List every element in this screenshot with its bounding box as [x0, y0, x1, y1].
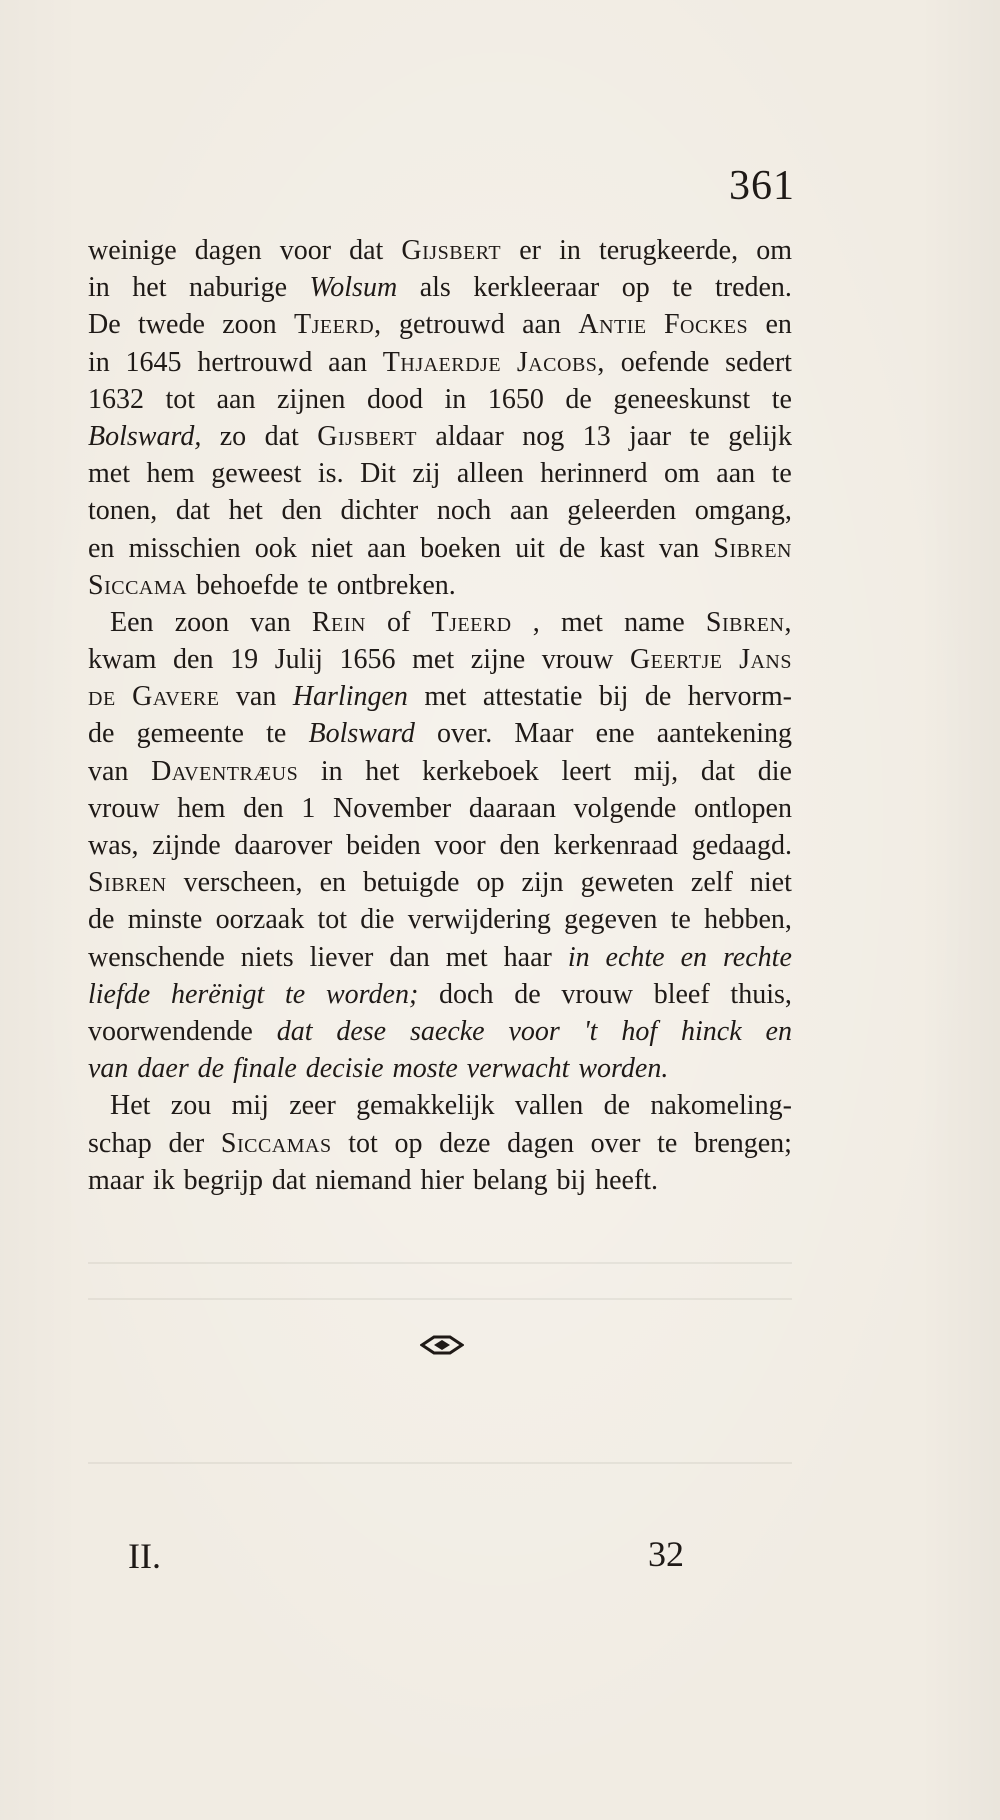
word: Siccamas	[220, 1127, 332, 1159]
word: er	[519, 235, 541, 266]
word: daarover	[234, 830, 333, 861]
word: Maar	[514, 718, 574, 750]
text-line	[88, 1050, 792, 1087]
word: 't	[583, 1015, 598, 1047]
word: te	[771, 383, 792, 415]
text-line	[88, 827, 792, 864]
word: en	[88, 532, 115, 564]
word: kerkleeraar	[473, 272, 600, 304]
word: Bolsward	[308, 718, 415, 750]
text-line	[88, 678, 792, 715]
text-line	[88, 567, 792, 604]
word: 19	[230, 644, 259, 676]
word: terugkeerde,	[598, 235, 739, 266]
word: dese	[336, 1015, 387, 1047]
word: kwam	[88, 644, 157, 676]
word: Bolsward,	[88, 420, 202, 452]
word: dagen	[507, 1127, 574, 1159]
word: om	[664, 458, 700, 490]
word: nog	[522, 420, 565, 452]
word: de	[88, 681, 116, 713]
word: vrouw	[88, 792, 160, 824]
word: kerkeboek	[422, 755, 539, 787]
word: attestatie	[482, 681, 583, 713]
word: te	[266, 718, 287, 750]
word: ene	[595, 718, 635, 750]
word: van	[250, 606, 291, 638]
word: finale	[233, 1053, 297, 1085]
word: zo	[219, 420, 247, 452]
text-line	[88, 306, 792, 343]
word: aan	[328, 346, 368, 378]
word: zijnen	[277, 383, 346, 415]
word: Thjaerdje	[382, 346, 502, 378]
word: uit	[515, 532, 545, 564]
word: Siccama	[88, 569, 188, 601]
body-text	[88, 232, 792, 1199]
text-line	[88, 604, 792, 641]
text-line	[88, 641, 792, 678]
word: Sibren	[88, 867, 167, 899]
word: kerkenraad	[553, 830, 678, 861]
word: dan	[389, 941, 430, 973]
word: te	[771, 458, 792, 490]
word: op	[621, 272, 650, 304]
text-line	[88, 269, 792, 306]
word: te	[307, 569, 328, 601]
word: te	[657, 1127, 678, 1159]
word: voor	[434, 830, 486, 861]
text-line	[88, 530, 792, 567]
word: zoon	[174, 606, 230, 638]
word: het	[365, 755, 400, 787]
word: minste	[127, 904, 203, 936]
text-line	[88, 753, 792, 790]
word: voor	[508, 1015, 560, 1047]
word: dat	[276, 1015, 313, 1047]
text-line	[88, 939, 792, 976]
word: leert	[561, 755, 612, 787]
word: de	[644, 681, 672, 713]
word: te	[285, 978, 306, 1010]
word: weinige	[88, 235, 177, 266]
page-number: 361	[729, 163, 795, 209]
word: ,	[532, 606, 540, 638]
word: worden.	[578, 1053, 669, 1085]
word: Tjeerd,	[294, 309, 382, 341]
word: en	[680, 941, 707, 973]
text-line	[88, 715, 792, 752]
word: over	[590, 1127, 641, 1159]
word: niets	[240, 941, 294, 973]
word: in	[88, 272, 110, 304]
text-line	[88, 418, 792, 455]
word: misschien	[128, 532, 241, 564]
word: schap	[88, 1127, 152, 1159]
word: van	[658, 532, 700, 564]
word: de	[565, 383, 592, 415]
word: zeer	[289, 1090, 336, 1122]
word: bleef	[653, 978, 710, 1010]
word: verwacht	[466, 1053, 570, 1085]
word: met	[424, 681, 467, 713]
word: aan	[522, 309, 561, 341]
word: Julij	[274, 644, 323, 676]
word: in	[559, 235, 581, 266]
word: Harlingen	[292, 681, 408, 713]
word: sedert	[725, 346, 792, 378]
word: liever	[309, 941, 374, 973]
word: Gijsbert	[317, 420, 417, 452]
word: Daventræus	[151, 755, 299, 787]
word: Dit	[360, 458, 396, 490]
word: 1645	[125, 346, 182, 378]
word: bij	[598, 681, 629, 713]
word: hebben,	[704, 904, 792, 936]
word: noch	[436, 495, 492, 527]
word: bij	[556, 1164, 587, 1196]
word: het	[132, 272, 167, 304]
word: gelijk	[728, 420, 792, 452]
word: niet	[749, 867, 792, 899]
text-line	[88, 1087, 792, 1124]
word: de	[558, 532, 586, 564]
word: niet	[310, 532, 353, 564]
word: te	[672, 272, 693, 304]
word: doch	[439, 978, 494, 1010]
word: vrouw	[561, 978, 633, 1010]
word: met	[560, 606, 603, 638]
word: alleen	[456, 458, 524, 490]
word: van	[88, 755, 129, 787]
word: gemakkelijk	[356, 1090, 495, 1122]
word: met	[445, 941, 488, 973]
word: getrouwd	[399, 309, 505, 341]
text-line	[88, 901, 792, 938]
word: Fockes	[663, 309, 749, 341]
word: treden.	[714, 272, 792, 304]
word: thuis,	[730, 978, 792, 1010]
word: betuigde	[363, 867, 460, 899]
word: hier	[420, 1164, 464, 1196]
word: en	[765, 309, 792, 341]
word: Jans	[739, 644, 792, 676]
word: in	[88, 346, 110, 378]
word: tot	[165, 383, 196, 415]
word: was,	[88, 830, 139, 861]
word: Tjeerd	[431, 606, 512, 638]
word: zij	[412, 458, 441, 490]
word: hof	[621, 1015, 658, 1047]
word: November	[333, 792, 452, 824]
show-through-line	[88, 1262, 792, 1264]
text-line	[88, 790, 792, 827]
word: beiden	[346, 830, 421, 861]
word: niemand	[315, 1164, 412, 1196]
word: voorwendende	[88, 1015, 253, 1047]
show-through-line	[88, 1298, 792, 1300]
word: mij,	[633, 755, 679, 787]
word: om	[756, 235, 792, 266]
word: decisie	[305, 1053, 384, 1085]
word: heeft.	[595, 1164, 659, 1196]
ornament-icon	[420, 1332, 464, 1358]
word: als	[419, 272, 451, 304]
word: en	[765, 1015, 792, 1047]
word: zijn	[521, 867, 564, 899]
word: de	[197, 1053, 225, 1085]
text-line	[88, 232, 792, 269]
word: tot	[317, 904, 348, 936]
word: twede	[138, 309, 205, 341]
word: geneeskunst	[613, 383, 751, 415]
word: haar	[503, 941, 552, 973]
word: vallen	[514, 1090, 584, 1122]
word: maar	[88, 1164, 144, 1196]
word: verwijdering	[407, 904, 551, 936]
word: daer	[137, 1053, 189, 1085]
text-line	[88, 381, 792, 418]
word: hem	[177, 792, 226, 824]
word: begrijp	[183, 1164, 263, 1196]
word: den	[173, 644, 214, 676]
word: daaraan	[468, 792, 556, 824]
word: hervorm-	[687, 681, 792, 713]
word: Gavere	[132, 681, 220, 713]
word: den	[281, 495, 322, 527]
word: ik	[152, 1164, 175, 1196]
word: 1656	[339, 644, 396, 676]
word: die	[360, 904, 395, 936]
word: geweest	[211, 458, 302, 490]
word: behoefde	[196, 569, 299, 601]
word: oorzaak	[215, 904, 305, 936]
word: de	[603, 1090, 631, 1122]
word: saecke	[410, 1015, 485, 1047]
word: zelf	[690, 867, 733, 899]
word: belang	[472, 1164, 548, 1196]
word: 1632	[88, 383, 144, 415]
word: zoon	[222, 309, 277, 341]
volume-mark: II.	[128, 1536, 161, 1576]
word: het	[228, 495, 263, 527]
word: moste	[392, 1053, 458, 1085]
word: die	[757, 755, 792, 787]
word: over.	[437, 718, 493, 750]
show-through-line	[88, 1462, 792, 1464]
word: nakomeling-	[650, 1090, 792, 1122]
word: Sibren,	[705, 606, 792, 638]
word: in	[320, 755, 343, 787]
word: dat	[349, 235, 384, 266]
word: van	[88, 1053, 129, 1085]
word: hertrouwd	[197, 346, 313, 378]
word: in	[444, 383, 467, 415]
word: dat	[264, 420, 299, 452]
word: liefde	[88, 978, 151, 1010]
word: tot	[348, 1127, 378, 1159]
word: Gijsbert	[401, 235, 502, 266]
word: te	[689, 420, 710, 452]
word: geweten	[580, 867, 674, 899]
word: dagen	[194, 235, 262, 266]
word: wenschende	[88, 941, 225, 973]
word: zijne	[470, 644, 526, 676]
text-line	[88, 1013, 792, 1050]
word: of	[387, 606, 411, 638]
word: oefende	[620, 346, 710, 378]
word: de	[88, 904, 115, 936]
word: aan	[216, 383, 256, 415]
word: naburige	[189, 272, 287, 304]
word: rechte	[722, 941, 792, 973]
word: gedaagd.	[691, 830, 792, 861]
word: dat	[271, 1164, 307, 1196]
word: jaar	[629, 420, 672, 452]
word: aan	[509, 495, 549, 527]
word: op	[476, 867, 505, 899]
word: worden;	[325, 978, 419, 1010]
word: Het	[110, 1090, 151, 1122]
text-line	[88, 492, 792, 529]
word: Geertje	[629, 644, 723, 676]
word: Antie	[578, 309, 647, 341]
word: De	[88, 309, 121, 341]
word: 13	[582, 420, 611, 452]
word: tonen,	[88, 495, 158, 527]
word: Een	[110, 606, 154, 638]
word: in	[567, 941, 590, 973]
word: aantekening	[656, 718, 792, 750]
word: op	[394, 1127, 423, 1159]
word: 1	[301, 792, 316, 824]
word: voor	[279, 235, 332, 266]
word: den	[243, 792, 284, 824]
word: zijnde	[152, 830, 221, 861]
word: is.	[317, 458, 344, 490]
word: name	[624, 606, 685, 638]
word: Jacobs,	[516, 346, 605, 378]
word: met	[88, 458, 130, 490]
word: ontbreken.	[336, 569, 456, 601]
word: vrouw	[541, 644, 614, 676]
text-line	[88, 976, 792, 1013]
word: aan	[716, 458, 756, 490]
word: Sibren	[713, 532, 792, 564]
word: deze	[439, 1127, 491, 1159]
word: te	[670, 904, 691, 936]
word: echte	[605, 941, 665, 973]
word: volgende	[573, 792, 677, 824]
word: de	[88, 718, 115, 750]
word: ontlopen	[694, 792, 792, 824]
word: omgang,	[694, 495, 792, 527]
word: brengen;	[694, 1127, 792, 1159]
word: geleerden	[567, 495, 677, 527]
word: Wolsum	[309, 272, 398, 304]
word: met	[412, 644, 455, 676]
text-line	[88, 455, 792, 492]
word: verscheen,	[183, 867, 303, 899]
word: de	[514, 978, 541, 1010]
signature-mark: 32	[648, 1534, 684, 1574]
word: den	[499, 830, 540, 861]
word: ook	[254, 532, 297, 564]
word: herinnerd	[540, 458, 648, 490]
word: Rein	[311, 606, 366, 638]
word: dat	[700, 755, 736, 787]
word: gemeente	[136, 718, 244, 750]
text-line	[88, 864, 792, 901]
text-line	[88, 1125, 792, 1162]
word: dood	[366, 383, 423, 415]
word: boeken	[420, 532, 502, 564]
word: en	[319, 867, 347, 899]
word: dat	[175, 495, 211, 527]
text-line	[88, 344, 792, 381]
word: mij	[231, 1090, 269, 1122]
word: aldaar	[435, 420, 504, 452]
word: aan	[367, 532, 406, 564]
word: gegeven	[564, 904, 658, 936]
text-line	[88, 1162, 792, 1199]
word: dichter	[340, 495, 419, 527]
word: hem	[146, 458, 195, 490]
word: van	[235, 681, 277, 713]
word: zou	[170, 1090, 212, 1122]
word: der	[168, 1127, 205, 1159]
word: 1650	[487, 383, 544, 415]
word: hinck	[681, 1015, 742, 1047]
word: herënigt	[170, 978, 265, 1010]
word: kast	[599, 532, 645, 564]
